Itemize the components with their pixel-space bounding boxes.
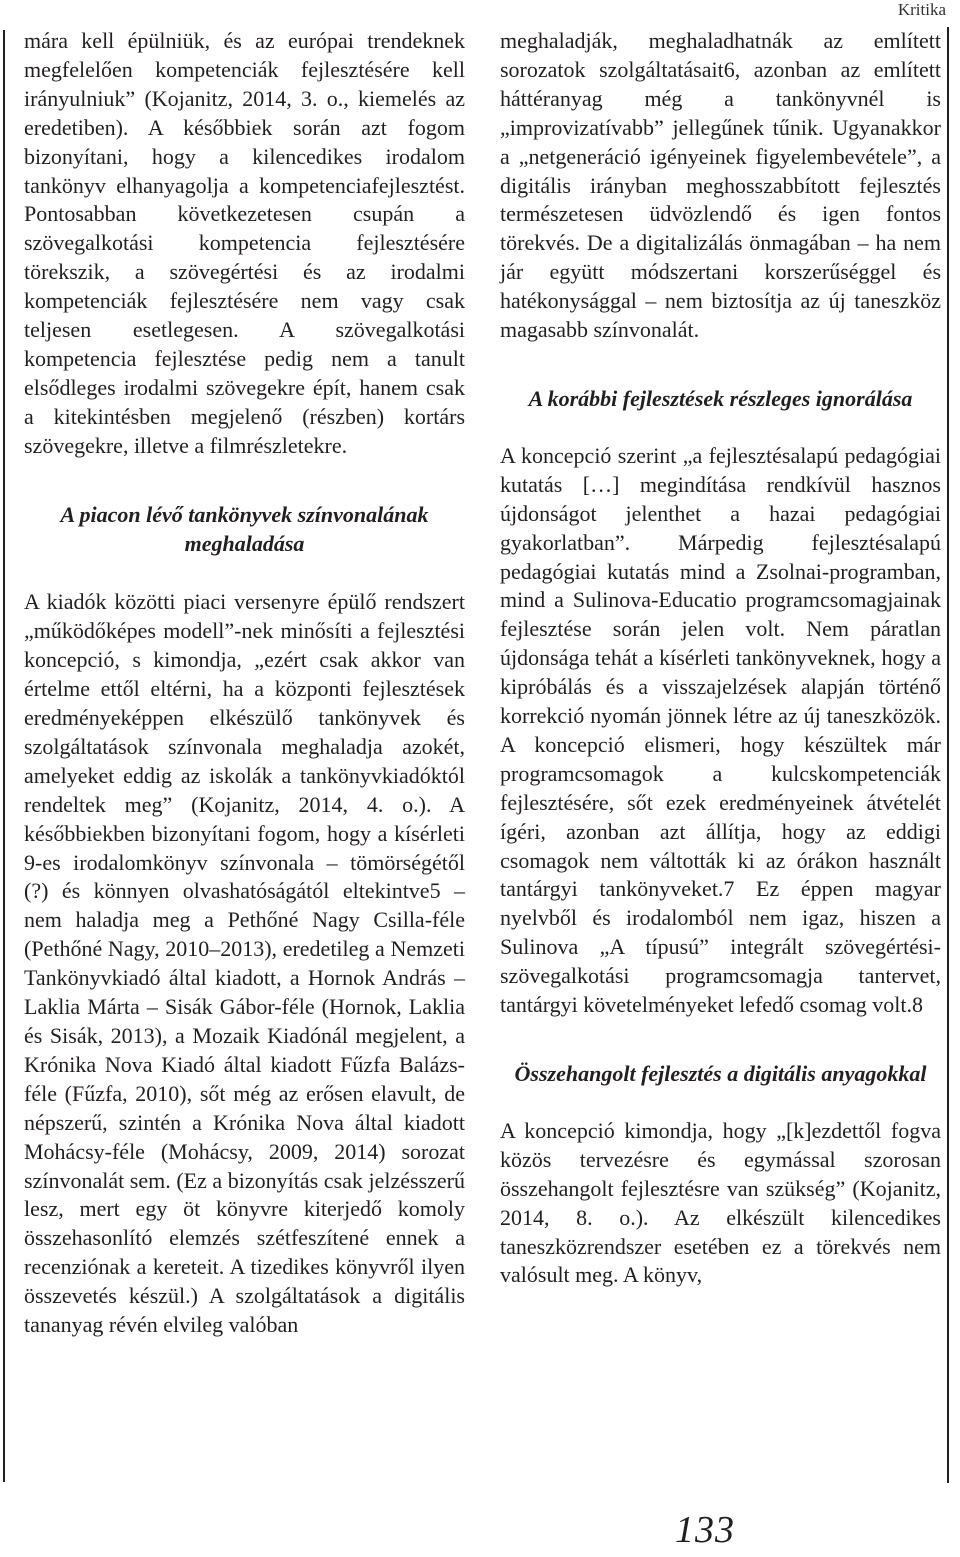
right-paragraph-2: A koncepció szerint „a fejlesztésalapú pedagógiai kutatás […] megindítása rendkívül hasznos újdonságot jelenthet a hazai pedagógiai gyakorlatban”. Márpedig fejlesztésalapú pedagógiai kutatás mind a Zsolnai-programban, mind a Sulinova-Educatio programcsomagjainak fejlesztése során jelen volt. Nem páratlan újdonsága tehát a kísérleti tankönyveknek, hogy a kipróbálás és a visszajelzések alapján történő korrekció nyomán jönnek létre az új taneszközök. A koncepció elismeri, hogy készültek már programcsomagok a kulcskompetenciák fejlesztésére, sőt ezek eredményeinek átvételét ígéri, azonban azt állítja, hogy az eddigi csomagok nem váltották ki az órákon használt tantárgyi tankönyveket.7 Ez éppen magyar nyelvből és irodalomból nem igaz, hiszen a Sulinova „A típusú” integrált szövegértési-szövegalkotási programcsomagja tantervet, tantárgyi követelményeket lefedő csomag volt.8 [500, 442, 941, 1018]
page-number: 133 [675, 1509, 735, 1551]
section-heading-osszehangolt: Összehangolt fejlesztés a digitális anyagokkal [514, 1061, 927, 1086]
right-paragraph-3: A koncepció kimondja, hogy „[k]ezdettől fogva közös tervezésre és egymással szorosan összehangolt fejlesztésre van szükség” (Kojanitz, 2014, 8. o.). Az elkészült kilencedikes taneszközrendszer esetében ez a törekvés nem valósult meg. A könyv, [500, 1117, 941, 1288]
running-header: Kritika [897, 0, 946, 19]
section-heading-korabbi: A korábbi fejlesztések részleges ignorálása [528, 385, 913, 411]
right-column-rule [947, 27, 949, 1483]
left-paragraph-2: A kiadók közötti piaci versenyre épülő rendszert „működőképes modell”-nek minősíti a fejlesztési koncepció, s kimondja, „ezért csak akkor van értelme ettől eltérni, ha a központi fejlesztések eredményeképpen elkészülő tankönyvek és szolgáltatások színvonala meghaladja azokét, amelyeket eddig az iskolák a tankönyvkiadóktól rendeltek meg” (Kojanitz, 2014, 4. o.). A későbbiekben bizonyítani fogom, hogy a kísérleti 9-es irodalomkönyv színvonala – tömörségétől (?) és könnyen olvashatóságától eltekintve5 – nem haladja meg a Pethőné Nagy Csilla-féle (Pethőné Nagy, 2010–2013), eredetileg a Nemzeti Tankönyvkiadó által kiadott, a Hornok András – Laklia Márta – Sisák Gábor-féle (Hornok, Laklia és Sisák, 2013), a Mozaik Kiadónál megjelent, a Krónika Nova Kiadó által kiadott Fűzfa Balázs-féle (Fűzfa, 2010), sőt még az erősen elavult, de népszerű, szintén a Krónika Nova által kiadott Mohácsy-féle (Mohácsy, 2009, 2014) sorozat színvonalát sem. (Ez a bizonyítás csak jelzésszerű lesz, mert egy öt könyvre kiterjedő komoly összehasonlító elemzés szétfeszítené ennek a recenziónak a kereteit. A tizedikes könyvről ilyen összevetés készül.) A szolgáltatások a digitális tananyag révén elvileg valóban [24, 589, 465, 1338]
section-heading-piacon: A piacon lévő tankönyvek színvonalának meghaladása [60, 501, 429, 556]
right-column [500, 27, 941, 1290]
left-paragraph-1: mára kell épülniük, és az európai trendeknek megfelelően kompetenciák fejlesztésére kell irányulniuk” (Kojanitz, 2014, 3. o., kiemelés az eredetiben). A későbbiek során azt fogom bizonyítani, hogy a kilencedikes irodalom tankönyv elhanyagolja a kompetenciafejlesztést. Pontosabban következetesen csupán a szövegalkotási kompetencia fejlesztésére törekszik, a szövegértési és az irodalmi kompetenciák fejlesztésére nem vagy csak teljesen esetlegesen. A szövegalkotási kompetencia fejlesztése pedig nem a tanult elsődleges irodalmi szövegekre épít, hanem csak a kitekintésben megjelenő (részben) kortárs szövegekre, illetve a filmrészletekre. [24, 28, 465, 458]
right-paragraph-1: meghaladják, meghaladhatnák az említett sorozatok szolgáltatásait6, azonban az említett háttéranyag még a tankönyvnél is „improvizatívabb” jellegűnek tűnik. Ugyanakkor a „netgeneráció igényeinek figyelembevétele”, a digitális irányban meghosszabbított fejlesztés természetesen üdvözlendő és igen fontos törekvés. De a digitalizálás önmagában – ha nem jár együtt módszertani korszerűséggel és hatékonysággal – nem biztosítja az új taneszköz magasabb színvonalát. [500, 28, 941, 343]
left-column [24, 27, 465, 1340]
left-column-rule [3, 30, 5, 1482]
